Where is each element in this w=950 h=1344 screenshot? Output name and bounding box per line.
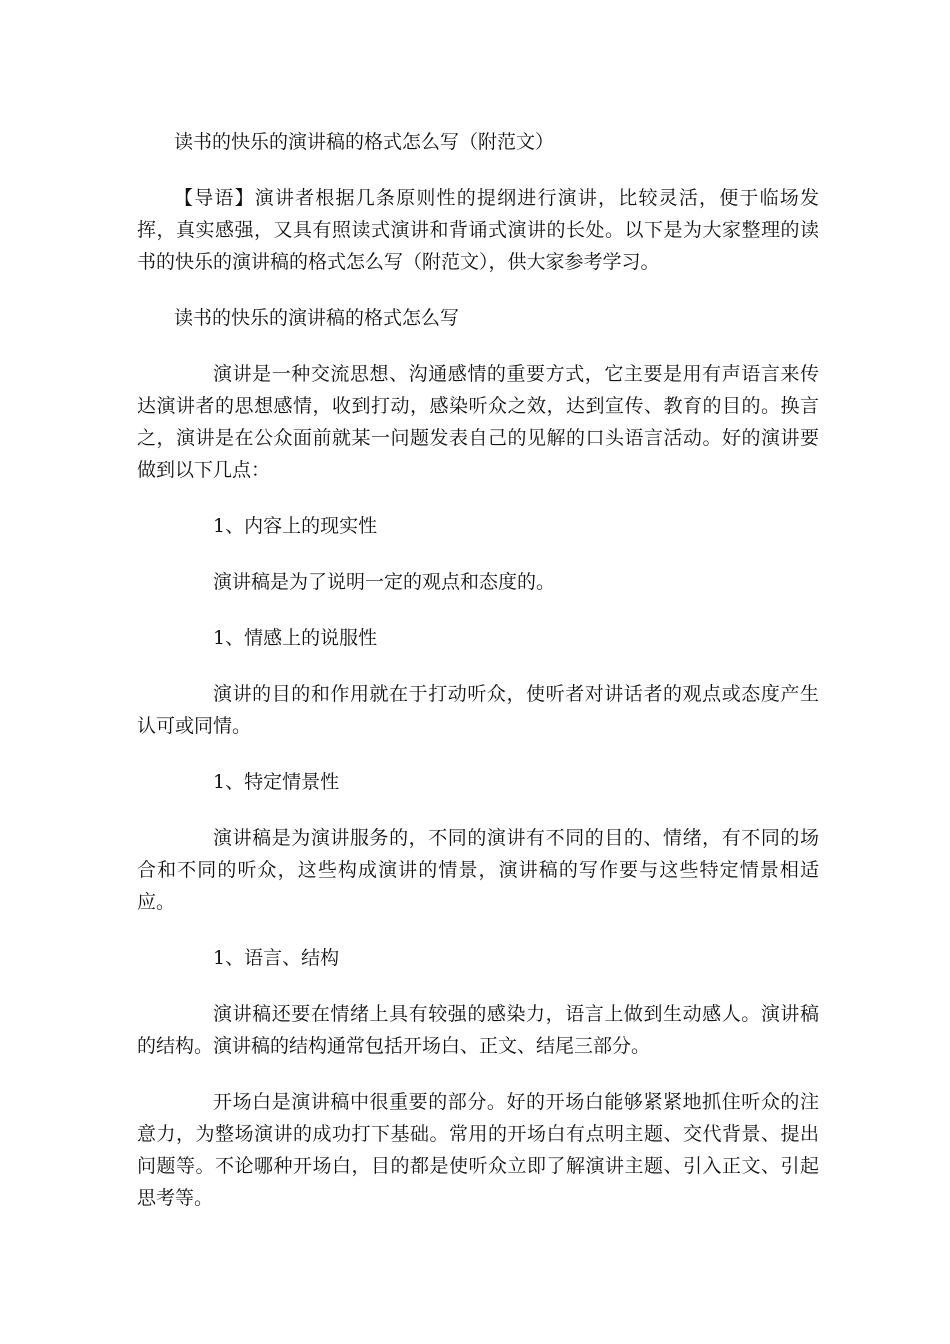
point-heading: 1、语言、结构 <box>213 947 340 969</box>
body-paragraph: 演讲稿是为演讲服务的，不同的演讲有不同的目的、情绪，有不同的场合和不同的听众，这些构成演讲的情景，演讲稿的写作要与这些特定情景相适应。 <box>137 827 819 913</box>
document-title: 读书的快乐的演讲稿的格式怎么写（附范文） <box>174 131 555 153</box>
body-paragraph: 开场白是演讲稿中很重要的部分。好的开场白能够紧紧地抓住听众的注意力，为整场演讲的成功打下基础。常用的开场白有点明主题、交代背景、提出问题等。不论哪种开场白，目的都是使听众立即了解演讲主题、引入正文、引起思考等。 <box>137 1091 819 1209</box>
point-heading: 1、情感上的说服性 <box>213 627 378 649</box>
body-paragraph: 演讲稿还要在情绪上具有较强的感染力，语言上做到生动感人。演讲稿的结构。演讲稿的结构通常包括开场白、正文、结尾三部分。 <box>137 1003 819 1057</box>
point-heading: 1、内容上的现实性 <box>213 515 378 537</box>
point-heading: 1、特定情景性 <box>213 771 340 793</box>
body-paragraph: 演讲的目的和作用就在于打动听众，使听者对讲话者的观点或态度产生认可或同情。 <box>137 683 819 737</box>
intro-paragraph: 【导语】演讲者根据几条原则性的提纲进行演讲，比较灵活，便于临场发挥，真实感强，又具有照读式演讲和背诵式演讲的长处。以下是为大家整理的读书的快乐的演讲稿的格式怎么写（附范文），供大家参考学习。 <box>137 187 819 273</box>
document-body <box>137 126 819 1238</box>
section-subtitle: 读书的快乐的演讲稿的格式怎么写 <box>174 307 460 329</box>
body-paragraph: 演讲是一种交流思想、沟通感情的重要方式，它主要是用有声语言来传达演讲者的思想感情，收到打动，感染听众之效，达到宣传、教育的目的。换言之，演讲是在公众面前就某一问题发表自己的见解的口头语言活动。好的演讲要做到以下几点： <box>137 363 819 481</box>
body-paragraph: 演讲稿是为了说明一定的观点和态度的。 <box>213 571 556 593</box>
